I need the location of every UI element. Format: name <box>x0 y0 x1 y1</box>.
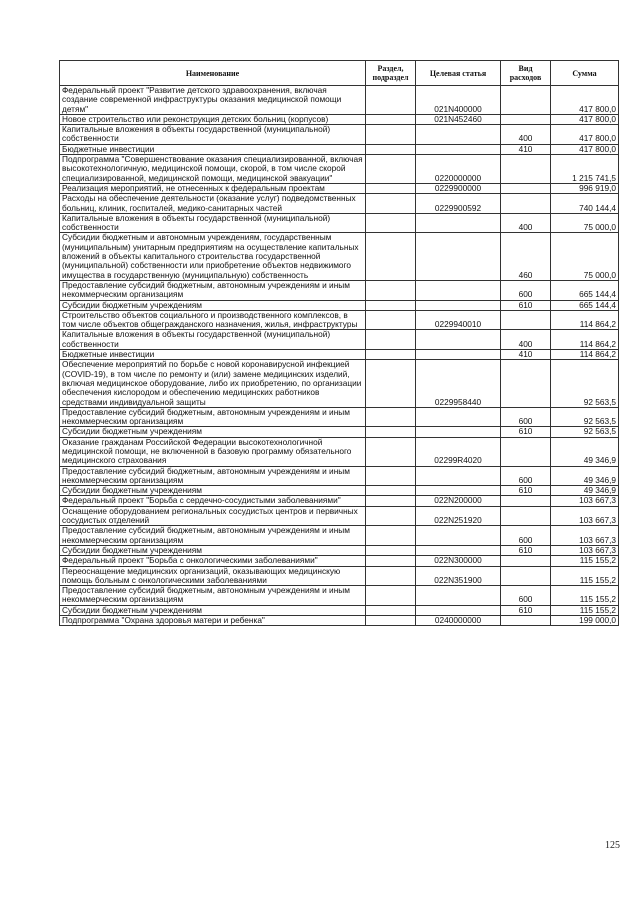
cell-target <box>416 526 501 546</box>
cell-name: Подпрограмма "Совершенствование оказания специализированной, включая высокотехнологичную, медицинской помощи, скорой, в том числе скорой специализированной, медицинской помощи, медицинской эвакуации" <box>60 155 366 184</box>
cell-expense <box>501 506 551 526</box>
cell-expense: 400 <box>501 125 551 145</box>
cell-sum: 665 144,4 <box>551 280 619 300</box>
cell-name: Субсидии бюджетным учреждениям <box>60 486 366 496</box>
cell-sum: 665 144,4 <box>551 300 619 310</box>
cell-expense <box>501 155 551 184</box>
table-row <box>60 183 619 193</box>
table-row <box>60 330 619 350</box>
cell-target <box>416 280 501 300</box>
cell-expense: 610 <box>501 300 551 310</box>
table-row <box>60 616 619 626</box>
cell-name: Предоставление субсидий бюджетным, автономным учреждениям и иным некоммерческим организациям <box>60 407 366 427</box>
cell-target: 022N300000 <box>416 556 501 566</box>
cell-target <box>416 486 501 496</box>
cell-target <box>416 125 501 145</box>
table-row <box>60 496 619 506</box>
cell-expense: 460 <box>501 233 551 280</box>
cell-sum: 115 155,2 <box>551 556 619 566</box>
cell-sum: 49 346,9 <box>551 437 619 466</box>
cell-section <box>366 486 416 496</box>
cell-sum: 199 000,0 <box>551 616 619 626</box>
table-row <box>60 213 619 233</box>
cell-expense <box>501 496 551 506</box>
cell-name: Бюджетные инвестиции <box>60 144 366 154</box>
cell-sum: 740 144,4 <box>551 194 619 214</box>
table-row <box>60 350 619 360</box>
table-row <box>60 300 619 310</box>
table-row <box>60 125 619 145</box>
cell-section <box>366 350 416 360</box>
cell-expense: 600 <box>501 466 551 486</box>
cell-name: Обеспечение мероприятий по борьбе с новой коронавирусной инфекцией (COVID-19), в том числе по ремонту и (или) замене медицинских изделий, включая медицинское оборудование, либо их приобретению, по организации обеспечения кислородом и обеспечению медицинских работников средствами индивидуальной защиты <box>60 360 366 407</box>
cell-name: Подпрограмма "Охрана здоровья матери и ребенка" <box>60 616 366 626</box>
cell-section <box>366 616 416 626</box>
cell-target: 02299R4020 <box>416 437 501 466</box>
table-row <box>60 545 619 555</box>
cell-section <box>366 526 416 546</box>
budget-document <box>59 60 618 626</box>
cell-section <box>366 437 416 466</box>
cell-name: Капитальные вложения в объекты государственной (муниципальной) собственности <box>60 330 366 350</box>
cell-section <box>366 155 416 184</box>
cell-target: 0240000000 <box>416 616 501 626</box>
cell-section <box>366 280 416 300</box>
cell-name: Переоснащение медицинских организаций, оказывающих медицинскую помощь больным с онкологическими заболеваниями <box>60 566 366 586</box>
cell-name: Федеральный проект "Развитие детского здравоохранения, включая создание современной инфраструктуры оказания медицинской помощи детям" <box>60 86 366 115</box>
cell-target <box>416 233 501 280</box>
cell-name: Предоставление субсидий бюджетным, автономным учреждениям и иным некоммерческим организациям <box>60 466 366 486</box>
cell-expense <box>501 114 551 124</box>
cell-expense: 600 <box>501 407 551 427</box>
cell-target: 022N200000 <box>416 496 501 506</box>
cell-section <box>366 233 416 280</box>
table-header <box>60 61 619 86</box>
cell-target: 021N452460 <box>416 114 501 124</box>
cell-sum: 114 864,2 <box>551 330 619 350</box>
cell-expense: 410 <box>501 144 551 154</box>
cell-expense: 610 <box>501 427 551 437</box>
cell-sum: 49 346,9 <box>551 466 619 486</box>
cell-target <box>416 407 501 427</box>
table-row <box>60 407 619 427</box>
cell-target <box>416 144 501 154</box>
cell-expense: 410 <box>501 350 551 360</box>
cell-name: Оказание гражданам Российской Федерации высокотехнологичной медицинской помощи, не включенной в базовую программу обязательного медицинского страхования <box>60 437 366 466</box>
cell-target <box>416 586 501 606</box>
cell-sum: 996 919,0 <box>551 183 619 193</box>
cell-target <box>416 605 501 615</box>
cell-name: Федеральный проект "Борьба с онкологическими заболеваниями" <box>60 556 366 566</box>
cell-target: 0229900000 <box>416 183 501 193</box>
page-number: 125 <box>605 840 620 851</box>
cell-name: Бюджетные инвестиции <box>60 350 366 360</box>
cell-section <box>366 466 416 486</box>
cell-section <box>366 586 416 606</box>
cell-target <box>416 545 501 555</box>
cell-section <box>366 407 416 427</box>
cell-sum: 115 155,2 <box>551 566 619 586</box>
cell-target: 022N251920 <box>416 506 501 526</box>
table-row <box>60 280 619 300</box>
cell-name: Субсидии бюджетным учреждениям <box>60 605 366 615</box>
table-row <box>60 114 619 124</box>
cell-section <box>366 566 416 586</box>
cell-target <box>416 466 501 486</box>
cell-section <box>366 427 416 437</box>
cell-expense <box>501 360 551 407</box>
cell-name: Предоставление субсидий бюджетным, автономным учреждениям и иным некоммерческим организациям <box>60 280 366 300</box>
table-row <box>60 360 619 407</box>
cell-section <box>366 330 416 350</box>
cell-target: 022N351900 <box>416 566 501 586</box>
cell-target: 0229958440 <box>416 360 501 407</box>
cell-name: Федеральный проект "Борьба с сердечно-сосудистыми заболеваниями" <box>60 496 366 506</box>
cell-target: 021N400000 <box>416 86 501 115</box>
cell-name: Капитальные вложения в объекты государственной (муниципальной) собственности <box>60 213 366 233</box>
cell-sum: 75 000,0 <box>551 213 619 233</box>
cell-name: Капитальные вложения в объекты государственной (муниципальной) собственности <box>60 125 366 145</box>
cell-section <box>366 86 416 115</box>
cell-sum: 92 563,5 <box>551 407 619 427</box>
header-section: Раздел, подраздел <box>366 61 416 86</box>
header-target: Целевая статья <box>416 61 501 86</box>
budget-table <box>59 60 619 626</box>
cell-sum: 103 667,3 <box>551 506 619 526</box>
cell-name: Строительство объектов социального и производственного комплексов, в том числе объектов общегражданского назначения, жилья, инфраструктуры <box>60 310 366 330</box>
cell-target <box>416 330 501 350</box>
cell-sum: 103 667,3 <box>551 496 619 506</box>
table-row <box>60 194 619 214</box>
cell-sum: 417 800,0 <box>551 86 619 115</box>
cell-section <box>366 310 416 330</box>
cell-target: 0220000000 <box>416 155 501 184</box>
cell-target <box>416 350 501 360</box>
cell-expense: 610 <box>501 605 551 615</box>
cell-expense: 610 <box>501 486 551 496</box>
cell-expense: 400 <box>501 330 551 350</box>
table-row <box>60 506 619 526</box>
cell-target: 0229900592 <box>416 194 501 214</box>
table-row <box>60 526 619 546</box>
cell-name: Оснащение оборудованием региональных сосудистых центров и первичных сосудистых отделений <box>60 506 366 526</box>
cell-expense <box>501 616 551 626</box>
cell-name: Реализация мероприятий, не отнесенных к федеральным проектам <box>60 183 366 193</box>
header-sum: Сумма <box>551 61 619 86</box>
cell-name: Расходы на обеспечение деятельности (оказание услуг) подведомственных больниц, клиник, госпиталей, медико-санитарных частей <box>60 194 366 214</box>
cell-sum: 417 800,0 <box>551 114 619 124</box>
cell-section <box>366 360 416 407</box>
cell-section <box>366 194 416 214</box>
table-row <box>60 310 619 330</box>
cell-target: 0229940010 <box>416 310 501 330</box>
cell-expense: 610 <box>501 545 551 555</box>
cell-expense <box>501 556 551 566</box>
cell-sum: 92 563,5 <box>551 360 619 407</box>
cell-sum: 114 864,2 <box>551 310 619 330</box>
cell-expense <box>501 566 551 586</box>
cell-target <box>416 300 501 310</box>
cell-section <box>366 496 416 506</box>
cell-sum: 75 000,0 <box>551 233 619 280</box>
cell-sum: 92 563,5 <box>551 427 619 437</box>
table-row <box>60 233 619 280</box>
cell-section <box>366 556 416 566</box>
cell-section <box>366 114 416 124</box>
cell-section <box>366 213 416 233</box>
table-row <box>60 427 619 437</box>
table-row <box>60 155 619 184</box>
cell-name: Предоставление субсидий бюджетным, автономным учреждениям и иным некоммерческим организациям <box>60 586 366 606</box>
cell-sum: 103 667,3 <box>551 545 619 555</box>
cell-sum: 115 155,2 <box>551 586 619 606</box>
cell-section <box>366 125 416 145</box>
cell-section <box>366 183 416 193</box>
cell-expense <box>501 310 551 330</box>
cell-sum: 417 800,0 <box>551 125 619 145</box>
header-name: Наименование <box>60 61 366 86</box>
cell-section <box>366 506 416 526</box>
cell-section <box>366 605 416 615</box>
cell-expense: 600 <box>501 526 551 546</box>
cell-name: Предоставление субсидий бюджетным, автономным учреждениям и иным некоммерческим организациям <box>60 526 366 546</box>
cell-name: Новое строительство или реконструкция детских больниц (корпусов) <box>60 114 366 124</box>
cell-expense: 600 <box>501 586 551 606</box>
cell-sum: 417 800,0 <box>551 144 619 154</box>
cell-expense: 400 <box>501 213 551 233</box>
table-row <box>60 466 619 486</box>
table-body <box>60 86 619 626</box>
cell-sum: 49 346,9 <box>551 486 619 496</box>
table-row <box>60 86 619 115</box>
cell-expense <box>501 437 551 466</box>
table-row <box>60 144 619 154</box>
cell-section <box>366 144 416 154</box>
table-row <box>60 437 619 466</box>
table-row <box>60 566 619 586</box>
table-row <box>60 486 619 496</box>
table-row <box>60 586 619 606</box>
header-expense: Вид расходов <box>501 61 551 86</box>
cell-expense <box>501 183 551 193</box>
cell-sum: 115 155,2 <box>551 605 619 615</box>
cell-target <box>416 427 501 437</box>
cell-section <box>366 300 416 310</box>
cell-name: Субсидии бюджетным учреждениям <box>60 545 366 555</box>
cell-expense: 600 <box>501 280 551 300</box>
cell-name: Субсидии бюджетным учреждениям <box>60 427 366 437</box>
cell-sum: 103 667,3 <box>551 526 619 546</box>
cell-target <box>416 213 501 233</box>
cell-name: Субсидии бюджетным и автономным учреждениям, государственным (муниципальным) унитарным предприятиям на осуществление капитальных вложений в объекты капитального строительства государственной (муниципальной) собственности или приобретение объектов недвижимого имущества в государственную (муниципальную) собственность <box>60 233 366 280</box>
cell-sum: 1 215 741,5 <box>551 155 619 184</box>
table-row <box>60 556 619 566</box>
cell-sum: 114 864,2 <box>551 350 619 360</box>
table-row <box>60 605 619 615</box>
cell-section <box>366 545 416 555</box>
cell-expense <box>501 194 551 214</box>
cell-name: Субсидии бюджетным учреждениям <box>60 300 366 310</box>
cell-expense <box>501 86 551 115</box>
